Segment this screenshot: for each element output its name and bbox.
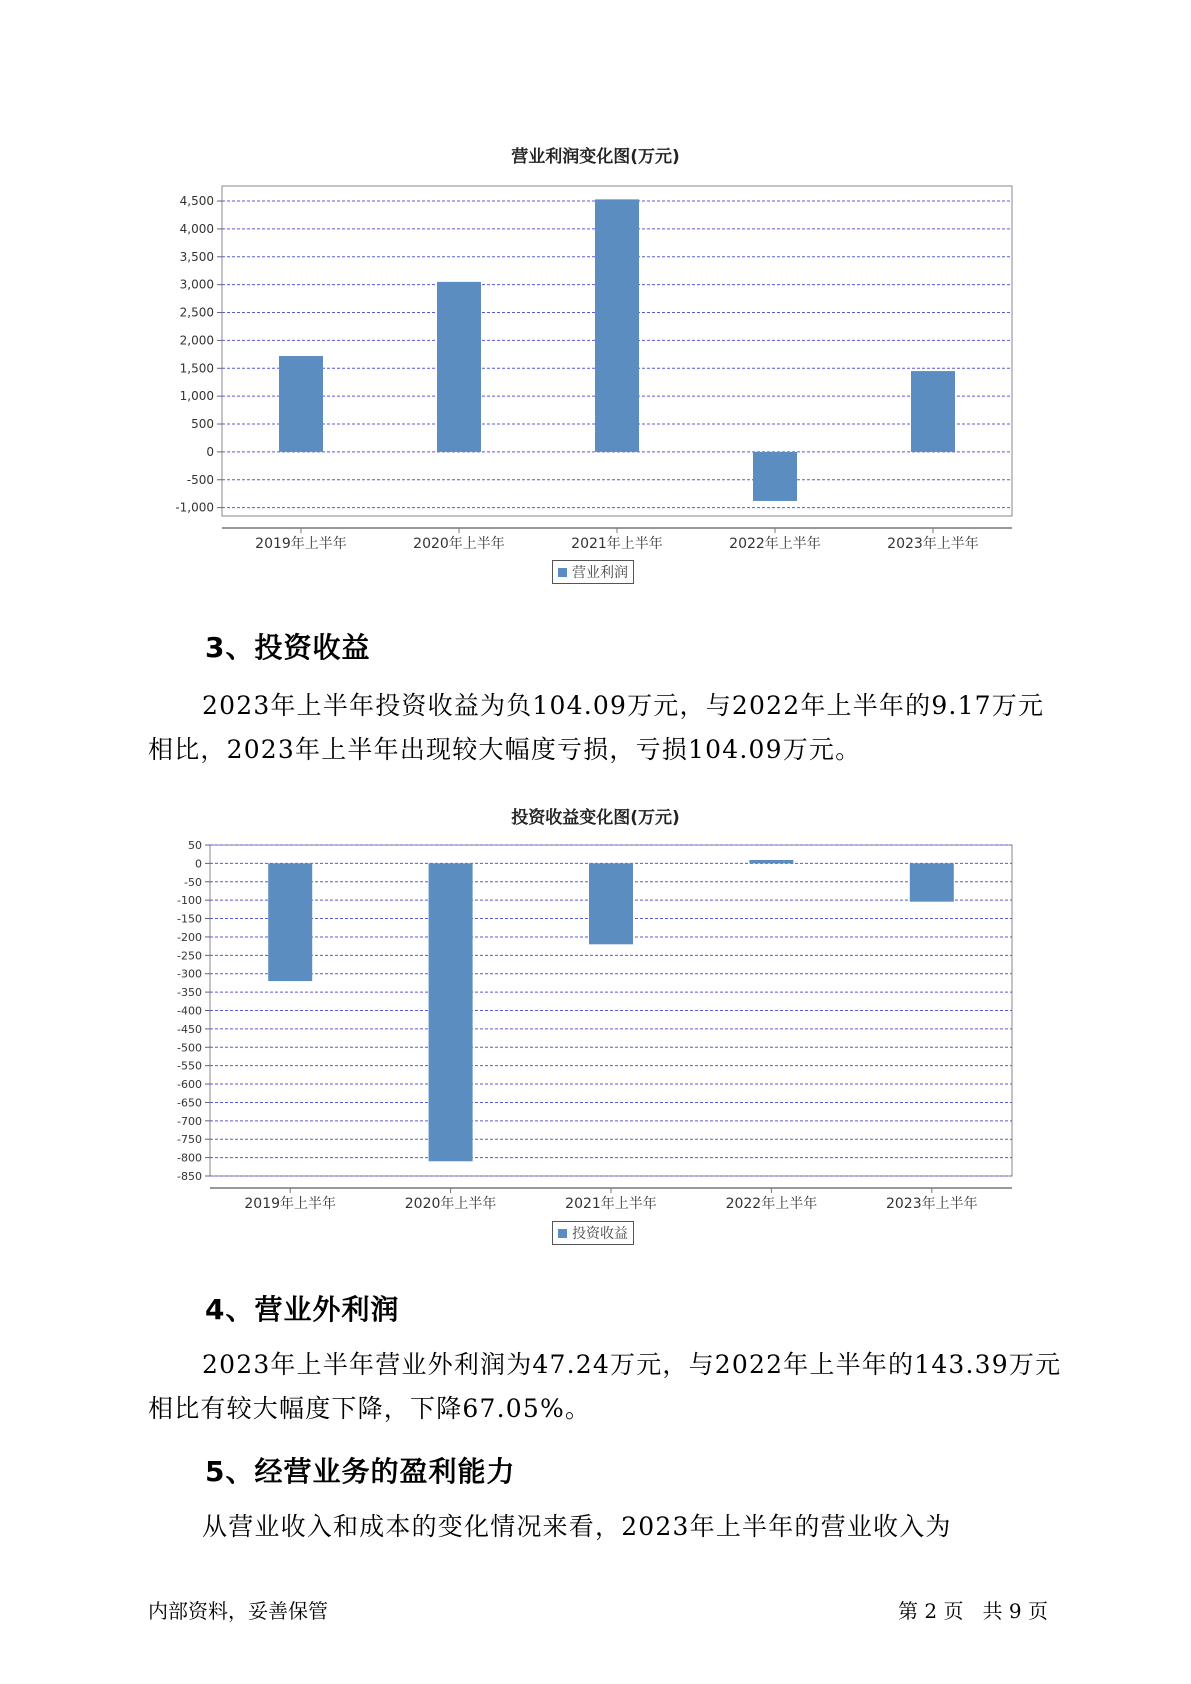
section4-paragraph: 2023年上半年营业外利润为47.24万元，与2022年上半年的143.39万元相比有较大幅度下降，下降67.05%。: [148, 1350, 1062, 1423]
chart1-legend-label: 营业利润: [572, 565, 628, 581]
y-tick-label: 0: [195, 857, 202, 871]
y-tick-label: -100: [177, 894, 202, 908]
y-tick-label: 4,500: [179, 194, 214, 209]
y-tick-label: -700: [177, 1114, 202, 1128]
section5-paragraph: 从营业收入和成本的变化情况来看，2023年上半年的营业收入为: [202, 1512, 952, 1541]
footer-page-number: 第 2 页 共 9 页: [898, 1599, 1048, 1623]
y-tick-label: 3,500: [179, 249, 214, 264]
chart2-legend: [552, 1221, 634, 1245]
x-tick-label: 2019年上半年: [244, 1196, 337, 1212]
x-tick-label: 2023年上半年: [885, 1196, 978, 1212]
x-tick-label: 2022年上半年: [729, 536, 821, 552]
x-tick-label: 2023年上半年: [887, 536, 979, 552]
bar-2021年上半年: [589, 863, 633, 944]
footer-left: 内部资料，妥善保管: [148, 1599, 328, 1623]
x-tick-label: 2019年上半年: [255, 536, 347, 552]
y-tick-label: -500: [186, 472, 214, 487]
x-tick-label: 2020年上半年: [413, 536, 505, 552]
y-tick-label: 2,000: [179, 333, 214, 348]
y-tick-label: -1,000: [175, 500, 214, 515]
bar-2022年上半年: [749, 860, 793, 863]
y-tick-label: -450: [177, 1022, 202, 1036]
y-tick-label: -250: [177, 949, 202, 963]
bar-2023年上半年: [910, 863, 954, 901]
y-tick-label: -750: [177, 1133, 202, 1147]
y-tick-label: 1,500: [179, 361, 214, 376]
legend-swatch: [558, 1229, 567, 1238]
y-tick-label: -150: [177, 912, 202, 926]
y-tick-label: -800: [177, 1151, 202, 1165]
x-tick-label: 2021年上半年: [571, 536, 663, 552]
y-tick-label: -550: [177, 1059, 202, 1073]
y-tick-label: -500: [177, 1041, 202, 1055]
y-tick-label: -600: [177, 1078, 202, 1092]
y-tick-label: 4,000: [179, 221, 214, 236]
section3-paragraph: 2023年上半年投资收益为负104.09万元，与2022年上半年的9.17万元相比，2023年上半年出现较大幅度亏损，亏损104.09万元。: [148, 691, 1045, 764]
y-tick-label: 500: [191, 417, 214, 432]
y-tick-label: 50: [188, 839, 202, 852]
section3-heading: 3、投资收益: [205, 631, 371, 664]
x-tick-label: 2022年上半年: [725, 1196, 818, 1212]
x-tick-label: 2020年上半年: [404, 1196, 497, 1212]
y-tick-label: 1,000: [179, 389, 214, 404]
y-tick-label: -300: [177, 967, 202, 981]
section5-heading: 5、经营业务的盈利能力: [205, 1455, 516, 1488]
chart2-title: 投资收益变化图(万元): [511, 808, 680, 828]
y-tick-label: -50: [184, 875, 202, 889]
section4-heading: 4、营业外利润: [205, 1293, 400, 1326]
chart1-title: 营业利润变化图(万元): [511, 147, 680, 167]
y-tick-label: -350: [177, 986, 202, 1000]
y-tick-label: 2,500: [179, 305, 214, 320]
y-tick-label: 0: [206, 444, 214, 459]
y-tick-label: -200: [177, 930, 202, 944]
y-tick-label: -400: [177, 1004, 202, 1018]
x-tick-label: 2021年上半年: [565, 1196, 657, 1212]
bar-2020年上半年: [429, 863, 473, 1161]
bar-2019年上半年: [268, 863, 312, 981]
y-tick-label: 3,000: [179, 277, 214, 292]
chart2-legend-label: 投资收益: [572, 1226, 628, 1242]
y-tick-label: -650: [177, 1096, 202, 1110]
y-tick-label: -850: [177, 1170, 202, 1183]
